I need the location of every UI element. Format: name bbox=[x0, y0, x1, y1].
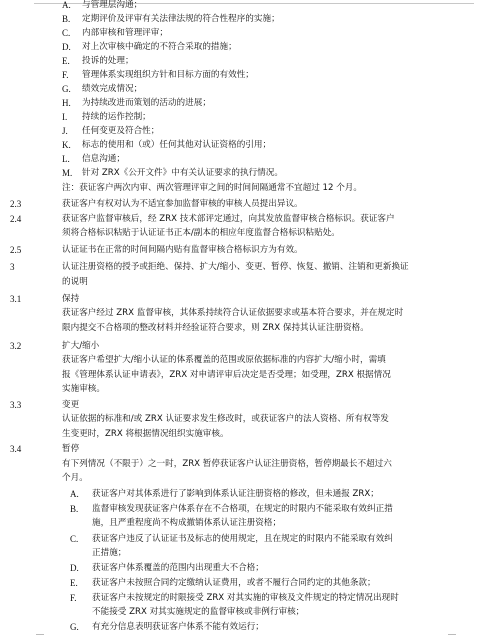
page-corner-mark-right bbox=[448, 634, 456, 635]
section-number: 3.2 bbox=[10, 341, 22, 351]
list-item-text: 施，且严重程度尚不构成撤销体系认证注册资格； bbox=[92, 518, 282, 528]
list-item-letter: K. bbox=[62, 140, 71, 150]
section-heading: 的说明 bbox=[62, 277, 88, 287]
list-item-text: 有充分信息表明获证客户体系不能有效运行； bbox=[92, 622, 264, 632]
section-title: 扩大/缩小 bbox=[62, 341, 100, 351]
section-text: 获证客户经过 ZRX 监督审核，其体系持续符合认证依据要求或基本符合要求，并在规定时 bbox=[62, 308, 404, 318]
section-text: 生变更时，ZRX 将根据情况组织实施审核。 bbox=[62, 429, 229, 439]
list-item-text: 为持续改进而策划的活动的进展； bbox=[82, 98, 211, 108]
list-item-text: 获证客户体系覆盖的范围内出现重大不合格； bbox=[92, 563, 264, 573]
list-item-letter: D. bbox=[62, 42, 71, 52]
list-item-text: 获证客户未按规定的时限接受 ZRX 对其实施的审核及文件规定的特定情况出现时 bbox=[92, 593, 399, 603]
list-item-text: 绩效完成情况； bbox=[82, 84, 143, 94]
list-item-letter: F. bbox=[62, 70, 69, 80]
list-item-letter: L. bbox=[62, 154, 70, 164]
list-item-letter: C. bbox=[62, 28, 71, 38]
list-item-letter: A. bbox=[62, 0, 71, 10]
note-text: 注：获证客户两次内审、两次管理评审之间的时间间隔通常不宜超过 12 个月。 bbox=[62, 183, 362, 193]
list-item-text: 针对 ZRX《公开文件》中有关认证要求的执行情况。 bbox=[82, 168, 283, 178]
list-item-letter: B. bbox=[62, 14, 71, 24]
section-number: 2.5 bbox=[10, 245, 22, 255]
list-item-letter: G. bbox=[62, 84, 71, 94]
list-item-letter: F. bbox=[70, 593, 77, 603]
list-item-text: 任何变更及符合性； bbox=[82, 126, 160, 136]
list-item-letter: D. bbox=[70, 563, 79, 573]
list-item-letter: B. bbox=[70, 504, 79, 514]
list-item-text: 正措施； bbox=[92, 548, 127, 558]
list-item-text: 标志的使用和（或）任何其他对认证资格的引用； bbox=[82, 140, 272, 150]
section-text: 限内提交不合格项的整改材料并经验证符合要求，则 ZRX 保持其认证注册资格。 bbox=[62, 323, 369, 333]
list-item-text: 信息沟通； bbox=[82, 154, 125, 164]
list-item-letter: E. bbox=[62, 56, 70, 66]
section-text: 认证依据的标准和/或 ZRX 认证要求发生修改时，或获证客户的法人资格、所有权等发 bbox=[62, 414, 389, 424]
list-item-letter: G. bbox=[70, 622, 79, 632]
list-item-text: 获证客户对其体系进行了影响到体系认证注册资格的修改，但未通报 ZRX； bbox=[92, 489, 379, 499]
list-item-letter: E. bbox=[70, 578, 78, 588]
section-text: 获证客户有权对认为不适宜参加监督审核的审核人员提出异议。 bbox=[62, 199, 303, 209]
section-number: 3 bbox=[10, 262, 15, 272]
section-text: 认证证书在正常的时间间隔内贴有监督审核合格标识方为有效。 bbox=[62, 245, 303, 255]
section-title: 暂停 bbox=[62, 444, 80, 454]
list-item-letter: H. bbox=[62, 98, 71, 108]
list-item-text: 定期评价及评审有关法律法规的符合性程序的实施； bbox=[82, 14, 280, 24]
list-item-text: 不能接受 ZRX 对其实施规定的监督审核或非例行审核； bbox=[92, 607, 305, 617]
list-item-text: 持续的运作控制； bbox=[82, 112, 151, 122]
section-number: 2.3 bbox=[10, 199, 22, 209]
section-title: 保持 bbox=[62, 294, 80, 304]
list-item-text: 与管理层沟通； bbox=[82, 0, 143, 10]
list-item-letter: A. bbox=[70, 489, 79, 499]
section-text: 报《管理体系认证申请表》，ZRX 对申请评审后决定是否受理；如受理，ZRX 根据情况 bbox=[62, 370, 391, 380]
section-number: 3.3 bbox=[10, 400, 22, 410]
list-item-text: 对上次审核中确定的不符合采取的措施； bbox=[82, 42, 237, 52]
section-number: 3.1 bbox=[10, 294, 22, 304]
list-item-text: 获证客户违反了认证证书及标志的使用规定，且在规定的时限内不能采取有效纠 bbox=[92, 534, 393, 544]
section-title: 变更 bbox=[62, 400, 80, 410]
list-item-text: 获证客户未按照合同约定缴纳认证费用，或者不履行合同约定的其他条款； bbox=[92, 578, 376, 588]
page-corner-mark-left bbox=[36, 634, 44, 635]
section-text: 实施审核。 bbox=[62, 384, 105, 394]
section-text: 有下列情况（不限于）之一时，ZRX 暂停获证客户认证注册资格，暂停期最长不超过六 bbox=[62, 459, 392, 469]
section-number: 2.4 bbox=[10, 214, 22, 224]
list-item-text: 监督审核发现获证客户体系存在不合格项，在规定的时限内不能采取有效纠正措 bbox=[92, 504, 393, 514]
list-item-text: 管理体系实现组织方针和目标方面的有效性； bbox=[82, 70, 254, 80]
list-item-text: 内部审核和管理评审； bbox=[82, 28, 168, 38]
list-item-letter: C. bbox=[70, 534, 79, 544]
section-text: 获证客户希望扩大/缩小认证的体系覆盖的范围或原依据标准的内容扩大/缩小时，需填 bbox=[62, 355, 386, 365]
list-item-text: 投诉的处理； bbox=[82, 56, 134, 66]
section-number: 3.4 bbox=[10, 444, 22, 454]
list-item-letter: J. bbox=[62, 126, 68, 136]
list-item-letter: M. bbox=[62, 168, 73, 178]
section-text: 个月。 bbox=[62, 473, 88, 483]
section-heading: 认证注册资格的授予或拒绝、保持、扩大/缩小、变更、暂停、恢复、撤销、注销和更新换证 bbox=[62, 262, 409, 272]
section-text: 获证客户监督审核后，经 ZRX 技术部评定通过，向其发放监督审核合格标识。获证客户 bbox=[62, 214, 395, 224]
section-text: 须将合格标识粘贴于认证证书正本/副本的相应年度监督合格标识粘贴处。 bbox=[62, 228, 340, 238]
list-item-letter: I. bbox=[62, 112, 68, 122]
